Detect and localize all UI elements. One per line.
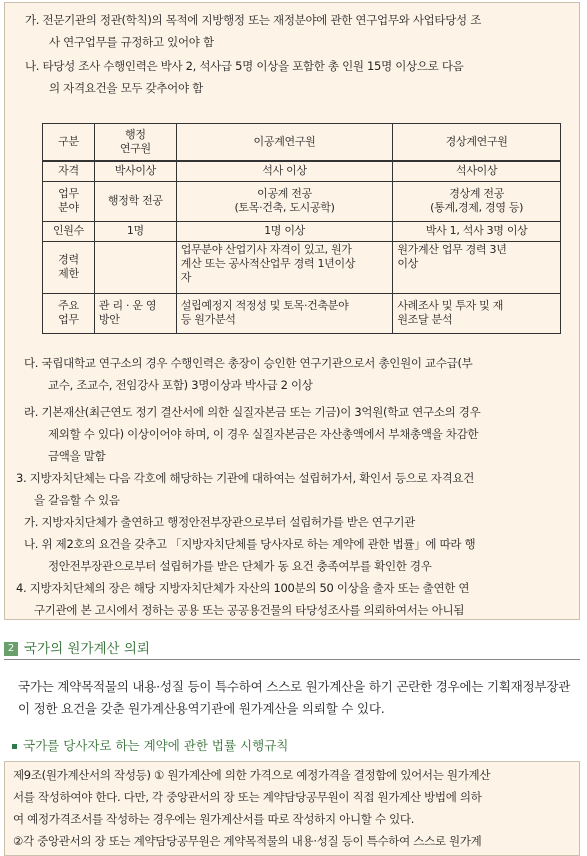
table-cell: 경력 제한: [43, 241, 95, 293]
table-header-row: [43, 124, 561, 162]
table-header-cell: 이공계연구원: [176, 124, 393, 162]
square-bullet-icon: [12, 744, 17, 749]
table-header-cell: 경상계연구원: [393, 124, 561, 162]
table-cell: 이공계 전공 (토목·건축, 도시공학): [176, 181, 393, 221]
subsection-title: 국가를 당사자로 하는 계약에 관한 법률 시행규칙: [23, 738, 289, 753]
table-row: [43, 181, 561, 221]
table-cell: 1명: [94, 221, 176, 241]
table-cell: 업무분야 산업기사 자격이 있고, 원가 계산 또는 공사적산업무 경력 1년이상 자: [176, 241, 393, 293]
table-header-cell: 행정 연구원: [94, 124, 176, 162]
table-cell: 주요 업무: [43, 293, 95, 333]
regulation-line: ②각 중앙관서의 장 또는 계약담당공무원은 계약목적물의 내용·성질 등이 특수하여 스스로 원가계: [13, 834, 482, 848]
table-cell: 인원수: [43, 221, 95, 241]
item-na-line2: 의 자격요건을 모두 갖추어야 함: [49, 81, 203, 95]
table-cell: 박사 1, 석사 3명 이상: [393, 221, 561, 241]
section-body: 국가는 계약목적물의 내용·성질 등이 특수하여 스스로 원가계산을 하기 곤란한 경우에는 기획재정부장관이 정한 요건을 갖춘 원가계산용역기관에 원가계산을 의뢰할 수 있다.: [18, 679, 571, 716]
table-cell: 자격: [43, 161, 95, 181]
item-3-ga: 가. 지방자치단체가 출연하고 행정안전부장관으로부터 설립허가를 받은 연구기관: [24, 515, 415, 529]
table-cell: 행정학 전공: [94, 181, 176, 221]
section-title: 국가의 원가계산 의뢰: [24, 641, 150, 657]
table-row: [43, 241, 561, 293]
table-cell: 석사 이상: [176, 161, 393, 181]
item-3-line2: 을 갈음할 수 있음: [34, 493, 120, 507]
table-row: [43, 293, 561, 333]
table-row: [43, 221, 561, 241]
regulation-line: 여 예정가격조서를 작성하는 경우에는 원가계산서를 따로 작성하지 아니할 수 있다.: [13, 812, 415, 826]
section-divider: [4, 659, 580, 660]
table-cell: 원가계산 업무 경력 3년 이상: [393, 241, 561, 293]
item-ra-line3: 금액을 말함: [48, 449, 106, 463]
table-cell: 1명 이상: [176, 221, 393, 241]
item-ra-line2: 제외할 수 있다) 이상이어야 하며, 이 경우 실질자본금은 자산총액에서 부채총액을 차감한: [48, 427, 479, 441]
item-ra-line1: 라. 기본재산(최근연도 정기 결산서에 의한 실질자본금 또는 기금)이 3억원(학교 연구소의 경우: [24, 405, 481, 419]
item-3-na-line1: 나. 위 제2호의 요건을 갖추고 「지방자치단체를 당사자로 하는 계약에 관한 법률」에 따라 행: [24, 537, 476, 551]
table-cell: 박사이상: [94, 161, 176, 181]
regulation-line: 서를 작성하여야 한다. 다만, 각 중앙관서의 장 또는 계약담당공무원이 직접 원가계산 방법에 의하: [13, 790, 482, 804]
regulation-box: [4, 761, 580, 856]
item-ga-line2: 사 연구업무를 규정하고 있어야 함: [49, 35, 214, 49]
table-cell: 설립예정지 적정성 및 토목·건축분야 등 원가분석: [176, 293, 393, 333]
item-3-line1: 3. 지방자치단체는 다음 각호에 해당하는 기관에 대하여는 설립허가서, 확인서 등으로 자격요건: [16, 471, 475, 485]
item-3-na-line2: 정안전부장관으로부터 설립허가를 받은 단체가 동 요건 충족여부를 확인한 경우: [48, 559, 432, 573]
table-cell: 업무 분야: [43, 181, 95, 221]
subsection-heading: [12, 736, 288, 754]
section-heading: [4, 637, 150, 657]
regulation-line: 제9조(원가계산서의 작성등) ① 원가계산에 의한 가격으로 예정가격을 결정함에 있어서는 원가계산: [13, 768, 491, 782]
table-cell: 석사이상: [393, 161, 561, 181]
table-cell: 관 리 · 운 영 방안: [94, 293, 176, 333]
section-number-badge: 2: [4, 642, 18, 656]
item-4-line2: 구기관에 본 고시에서 정하는 공용 또는 공공용건물의 타당성조사를 의뢰하여서는 아니됨: [34, 603, 465, 617]
item-na-line1: 나. 타당성 조사 수행인력은 박사 2, 석사급 5명 이상을 포함한 총 인원 15명 이상으로 다음: [25, 59, 464, 73]
table-header-cell: 구분: [43, 124, 95, 162]
table-cell: [94, 241, 176, 293]
table-cell: 사례조사 및 투자 및 재 원조달 분석: [393, 293, 561, 333]
table-row: [43, 161, 561, 181]
item-da-line2: 교수, 조교수, 전임강사 포함) 3명이상과 박사급 2 이상: [48, 378, 313, 392]
item-da-line1: 다. 국립대학교 연구소의 경우 수행인력은 총장이 승인한 연구기관으로서 총인원이 교수급(부: [24, 356, 473, 370]
item-ga-line1: 가. 전문기관의 정관(학칙)의 목적에 지방행정 또는 재정분야에 관한 연구업무와 사업타당성 조: [25, 13, 482, 27]
qualification-table: [42, 123, 561, 334]
item-4-line1: 4. 지방자치단체의 장은 해당 지방자치단체가 자산의 100분의 50 이상을 출자 또는 출연한 연: [16, 581, 470, 595]
table-cell: 경상계 전공 (통계,경제, 경영 등): [393, 181, 561, 221]
